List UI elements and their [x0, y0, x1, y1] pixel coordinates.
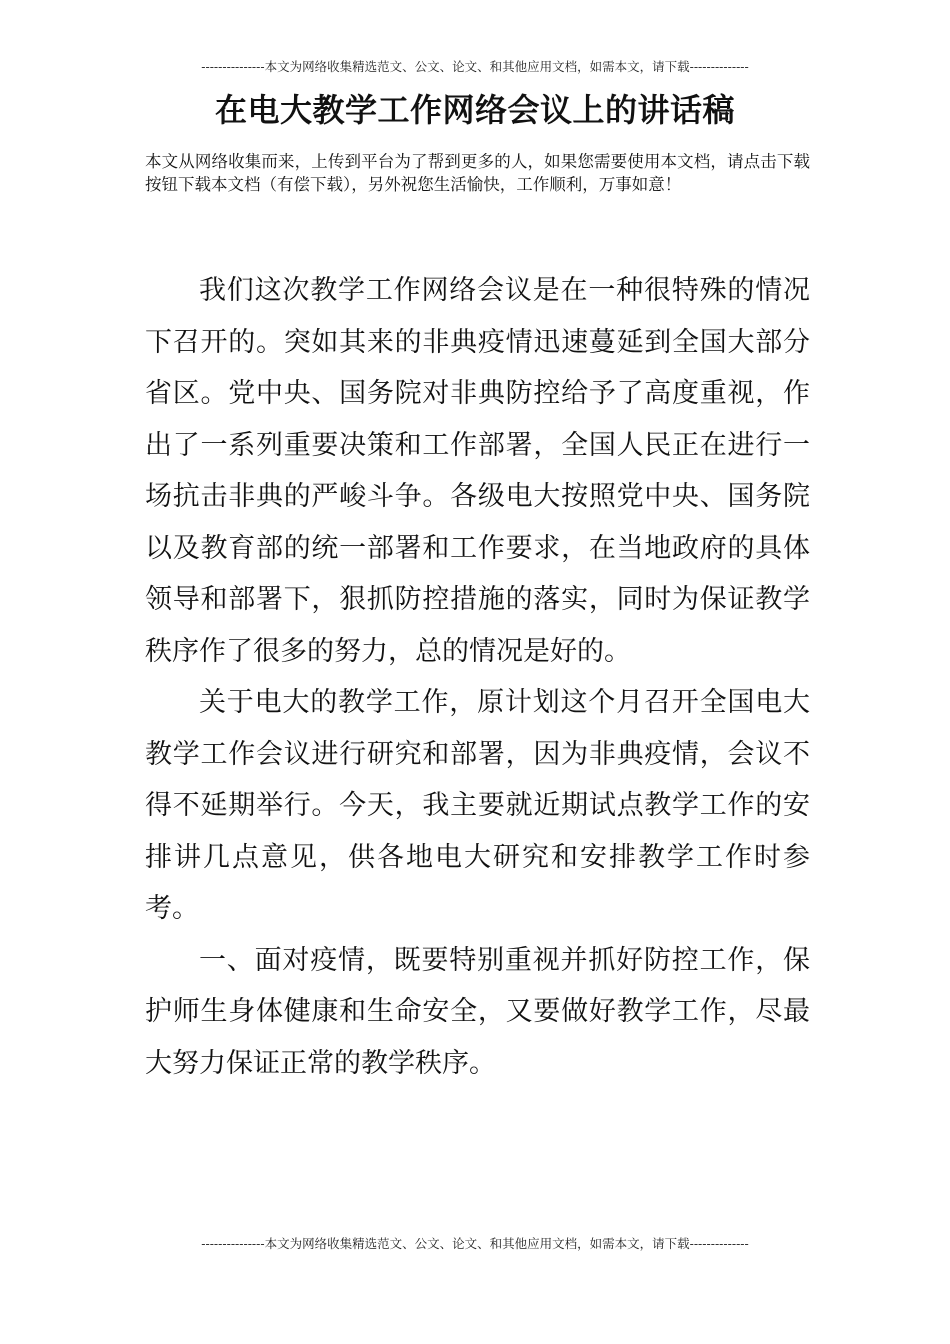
- document-title: 在电大教学工作网络会议上的讲话稿: [214, 91, 735, 129]
- footer-banner: ---------------本文为网络收集精选范文、公文、论文、和其他应用文档，如需本文，请下载--------------: [201, 1236, 749, 1251]
- header-banner: ---------------本文为网络收集精选范文、公文、论文、和其他应用文档，如需本文，请下载--------------: [201, 59, 749, 74]
- body-paragraph: 我们这次教学工作网络会议是在一种很特殊的情况下召开的。突如其来的非典疫情迅速蔓延到全国大部分省区。党中央、国务院对非典防控给予了高度重视，作出了一系列重要决策和工作部署，全国人民正在进行一场抗击非典的严峻斗争。各级电大按照党中央、国务院以及教育部的统一部署和工作要求，在当地政府的具体领导和部署下，狠抓防控措施的落实，同时为保证教学秩序作了很多的努力，总的情况是好的。: [145, 275, 810, 667]
- body-paragraph: 一、面对疫情，既要特别重视并抓好防控工作，保护师生身体健康和生命安全，又要做好教学工作，尽最大努力保证正常的教学秩序。: [145, 944, 810, 1079]
- document-body: [145, 265, 810, 1089]
- download-note: 本文从网络收集而来，上传到平台为了帮到更多的人，如果您需要使用本文档，请点击下载按钮下载本文档（有偿下载），另外祝您生活愉快，工作顺利，万事如意！: [145, 152, 810, 194]
- body-paragraph: 关于电大的教学工作，原计划这个月召开全国电大教学工作会议进行研究和部署，因为非典疫情，会议不得不延期举行。今天，我主要就近期试点教学工作的安排讲几点意见，供各地电大研究和安排教学工作时参考。: [145, 687, 810, 924]
